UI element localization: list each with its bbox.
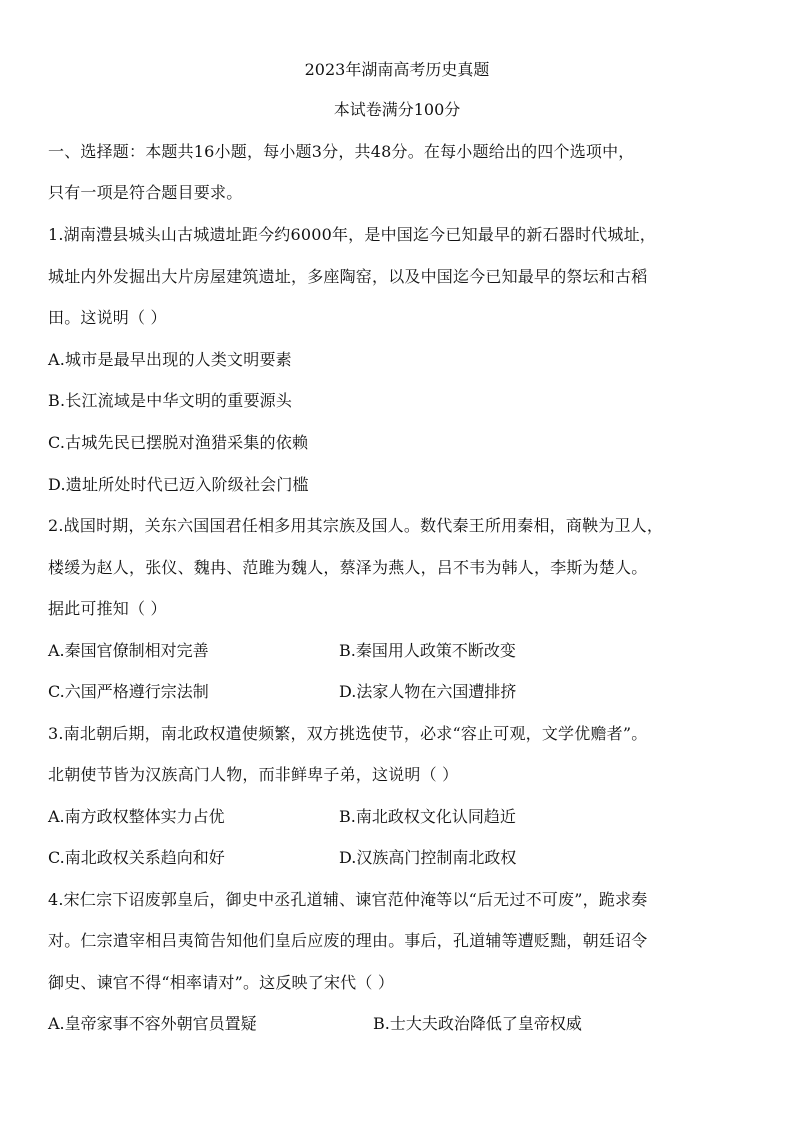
question-2-line-2: 楼缓为赵人，张仪、魏冉、范雎为魏人，蔡泽为燕人，吕不韦为韩人，李斯为楚人。 [48, 558, 648, 577]
exam-subtitle: 本试卷满分100分 [333, 100, 461, 119]
question-4-option-a: A.皇帝家事不容外朝官员置疑 [48, 1014, 257, 1033]
question-2-option-c: C.六国严格遵行宗法制 [48, 682, 209, 701]
question-1-option-b: B.长江流域是中华文明的重要源头 [48, 391, 293, 410]
question-2-option-d: D.法家人物在六国遭排挤 [339, 682, 517, 701]
exam-title: 2023年湖南高考历史真题 [304, 60, 490, 79]
question-2-option-a: A.秦国官僚制相对完善 [48, 641, 209, 660]
question-2-option-b: B.秦国用人政策不断改变 [339, 641, 516, 660]
question-2-line-1: 2.战国时期，关东六国国君任相多用其宗族及国人。数代秦王所用秦相，商鞅为卫人， [48, 516, 664, 535]
question-1-line-1: 1.湖南澧县城头山古城遗址距今约6000年，是中国迄今已知最早的新石器时代城址， [48, 225, 656, 244]
question-3-option-c: C.南北政权关系趋向和好 [48, 848, 225, 867]
question-4-line-1: 4.宋仁宗下诏废郭皇后，御史中丞孔道辅、谏官范仲淹等以“后无过不可废”，跪求奏 [48, 890, 648, 909]
section-heading-line-1: 一、选择题：本题共16小题，每小题3分，共48分。在每小题给出的四个选项中， [48, 142, 635, 161]
question-1-option-c: C.古城先民已摆脱对渔猎采集的依赖 [48, 433, 309, 452]
section-heading-line-2: 只有一项是符合题目要求。 [48, 183, 243, 202]
question-3-line-1: 3.南北朝后期，南北政权遣使频繁，双方挑选使节，必求“容止可观，文学优赡者”。 [48, 724, 648, 743]
question-4-line-3: 御史、谏官不得“相率请对”。这反映了宋代（ ） [48, 973, 395, 992]
question-1-option-d: D.遗址所处时代已迈入阶级社会门槛 [48, 475, 309, 494]
question-1-line-3: 田。这说明（ ） [48, 308, 167, 327]
question-1-option-a: A.城市是最早出现的人类文明要素 [48, 350, 292, 369]
question-2-line-3: 据此可推知（ ） [48, 599, 167, 618]
question-3-option-b: B.南北政权文化认同趋近 [339, 807, 516, 826]
question-3-option-d: D.汉族高门控制南北政权 [339, 848, 517, 867]
question-3-line-2: 北朝使节皆为汉族高门人物，而非鲜卑子弟，这说明（ ） [48, 765, 459, 784]
question-1-line-2: 城址内外发掘出大片房屋建筑遗址，多座陶窑，以及中国迄今已知最早的祭坛和古稻 [48, 267, 648, 286]
question-3-option-a: A.南方政权整体实力占优 [48, 807, 225, 826]
question-4-option-b: B.士大夫政治降低了皇帝权威 [373, 1014, 582, 1033]
question-4-line-2: 对。仁宗遣宰相吕夷简告知他们皇后应废的理由。事后，孔道辅等遭贬黜，朝廷诏令 [48, 931, 648, 950]
